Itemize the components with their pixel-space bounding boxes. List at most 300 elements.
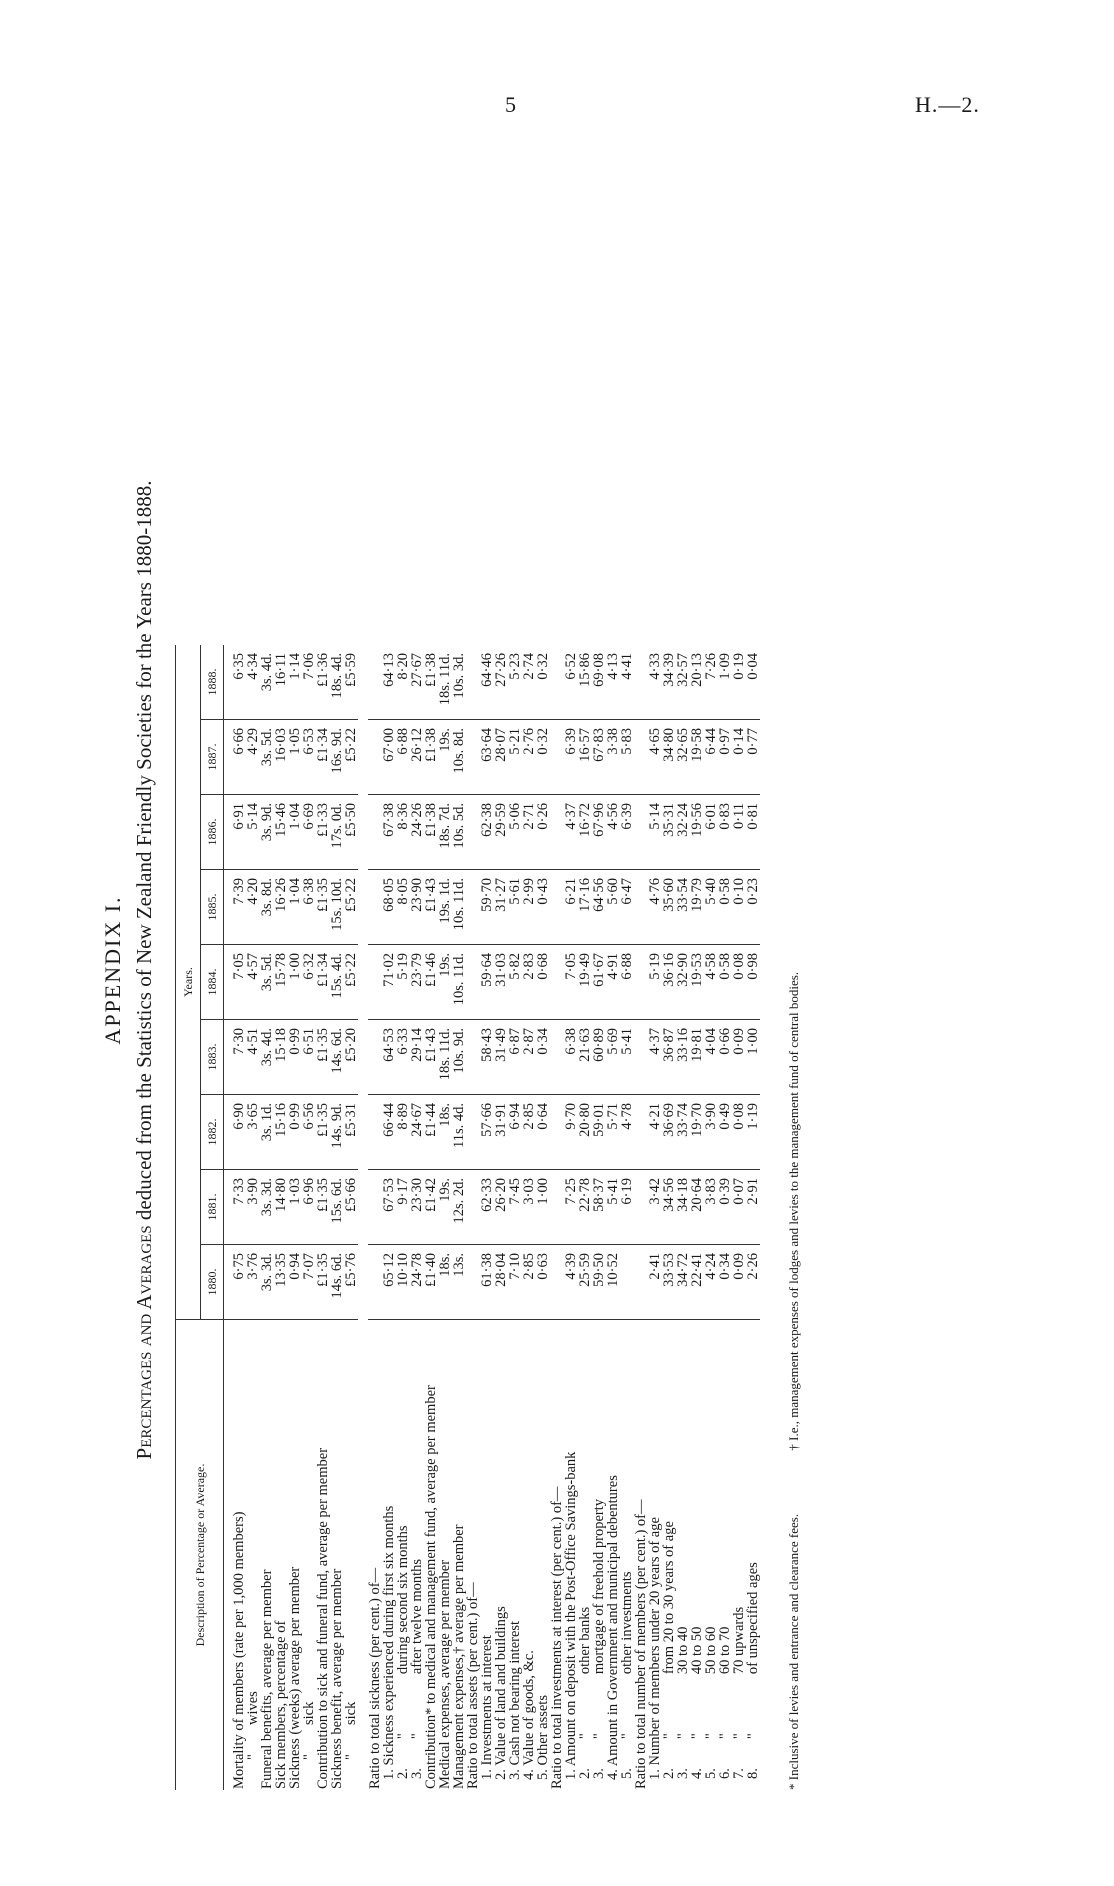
value-cell: 3·42	[648, 1170, 662, 1245]
value-cell: 9·17	[396, 1170, 410, 1245]
row-number: 5.	[703, 1768, 719, 1779]
ditto-mark: "	[745, 1733, 761, 1740]
value-cell	[466, 945, 480, 1020]
row-label: Management expenses,† average per member	[451, 1524, 467, 1789]
value-cell: 31·27	[494, 870, 508, 945]
value-cell: 21·63	[578, 1020, 592, 1095]
value-cell: 5·40	[704, 870, 718, 945]
ditto-mark: "	[245, 1754, 261, 1760]
document-title	[132, 150, 157, 1790]
row-description	[732, 1320, 746, 1791]
value-cell: 10s. 3d.	[451, 653, 467, 699]
page-number: 5	[505, 92, 516, 117]
table-row	[508, 645, 522, 1790]
row-label: after twelve months	[409, 1558, 425, 1675]
value-cell: 17·16	[578, 870, 592, 945]
value-cell: 59·01	[592, 1095, 606, 1170]
value-cell: 0·26	[536, 795, 550, 870]
value-cell: 14s. 6d.	[330, 1020, 344, 1095]
table-row	[536, 645, 550, 1790]
value-cell	[466, 1095, 480, 1170]
table-row	[330, 645, 344, 1790]
value-cell: £5·66	[344, 1170, 358, 1245]
value-cell: £1·36	[315, 653, 331, 687]
value-cell: 6·21	[564, 870, 578, 945]
value-cell: 4·41	[619, 653, 635, 680]
table-row	[224, 645, 247, 1790]
value-cell: 6·88	[620, 945, 634, 1020]
table-row	[382, 645, 396, 1790]
value-cell: 5·82	[508, 945, 522, 1020]
value-cell	[550, 870, 564, 945]
value-cell: 19s.	[438, 945, 452, 1020]
value-cell: 7·33	[224, 1170, 247, 1245]
value-cell	[550, 1170, 564, 1245]
value-cell: 16·72	[578, 795, 592, 870]
value-cell: 4·51	[246, 1020, 260, 1095]
value-cell	[550, 945, 564, 1020]
value-cell: 2·91	[746, 1170, 760, 1245]
value-cell: 17s. 0d.	[330, 795, 344, 870]
table-row	[368, 645, 382, 1790]
value-cell: 34·56	[662, 1170, 676, 1245]
year-header: 1881.	[201, 1170, 224, 1245]
row-label: 1. Number of members under 20 years of age	[647, 1517, 663, 1780]
row-label: 40 to 50	[689, 1626, 705, 1675]
value-cell: 5·19	[396, 945, 410, 1020]
value-cell: £5·59	[343, 653, 359, 687]
table-row	[522, 645, 536, 1790]
table-row	[302, 645, 316, 1790]
value-cell: 4·37	[564, 795, 578, 870]
value-cell: 6·38	[564, 1020, 578, 1095]
row-label: Contribution* to medical and management fund, average per member	[423, 1385, 439, 1789]
value-cell: 57·66	[480, 1095, 494, 1170]
table-row	[260, 645, 274, 1790]
ditto-mark: "	[301, 1754, 317, 1760]
row-label: other banks	[577, 1606, 593, 1675]
value-cell: 0·58	[718, 945, 732, 1020]
value-cell	[550, 795, 564, 870]
row-description	[522, 1320, 536, 1791]
row-description	[260, 1320, 274, 1791]
value-cell: 0·23	[746, 870, 760, 945]
row-label: Ratio to total number of members (per cent.) of—	[633, 1499, 649, 1789]
value-cell: 3s. 4d.	[260, 1020, 274, 1095]
value-cell: 29·59	[494, 795, 508, 870]
row-label: other investments	[619, 1571, 635, 1675]
row-number: 5.	[619, 1768, 635, 1779]
row-description	[592, 1320, 606, 1791]
value-cell: 63·64	[480, 720, 494, 795]
row-label: 1. Investments at interest	[479, 1635, 495, 1780]
value-cell: £1·43	[424, 870, 438, 945]
value-cell: 69·08	[591, 653, 607, 687]
value-cell: 4·29	[246, 720, 260, 795]
value-cell: £1·35	[316, 1245, 330, 1320]
value-cell: 58·43	[480, 1020, 494, 1095]
value-cell: 67·00	[382, 720, 396, 795]
year-header: 1884.	[201, 945, 224, 1020]
value-cell: £1·40	[424, 1245, 438, 1320]
value-cell	[466, 795, 480, 870]
value-cell: £1·38	[424, 795, 438, 870]
row-description	[344, 1320, 358, 1791]
value-cell: £1·43	[424, 1020, 438, 1095]
row-label: 5. Other assets	[535, 1695, 551, 1780]
year-header: 1886.	[201, 795, 224, 870]
value-cell: 67·83	[592, 720, 606, 795]
value-cell: 18s. 7d.	[438, 795, 452, 870]
row-description	[494, 1320, 508, 1791]
row-description	[368, 1320, 382, 1791]
ditto-mark: "	[343, 1754, 359, 1760]
row-label: mortgage of freehold property	[591, 1498, 607, 1675]
value-cell: 5·41	[620, 1020, 634, 1095]
value-cell: £1·42	[424, 1170, 438, 1245]
value-cell: £5·31	[344, 1095, 358, 1170]
value-cell: 59·70	[480, 870, 494, 945]
value-cell: 4·58	[704, 945, 718, 1020]
table-row	[410, 645, 424, 1790]
value-cell: 71·02	[382, 945, 396, 1020]
row-description	[246, 1320, 260, 1791]
value-cell: 22·78	[578, 1170, 592, 1245]
table-row	[676, 645, 690, 1790]
value-cell: 0·68	[536, 945, 550, 1020]
value-cell: 32·65	[676, 720, 690, 795]
value-cell: 33·74	[676, 1095, 690, 1170]
row-number: 3.	[675, 1768, 691, 1779]
value-cell: 10s. 9d.	[452, 1020, 466, 1095]
value-cell: 68·05	[382, 870, 396, 945]
value-cell: 0·19	[731, 653, 747, 680]
value-cell: 35·31	[662, 795, 676, 870]
row-label: 3. Cash not bearing interest	[507, 1620, 523, 1780]
value-cell: 4·56	[606, 795, 620, 870]
row-label: Mortality of members (rate per 1,000 members)	[231, 1511, 247, 1789]
value-cell: 3·90	[704, 1095, 718, 1170]
value-cell: 1·05	[288, 720, 302, 795]
value-cell	[368, 1020, 382, 1095]
value-cell: 29·14	[410, 1020, 424, 1095]
value-cell: 34·39	[661, 653, 677, 687]
value-cell: 64·53	[382, 1020, 396, 1095]
value-cell: 5·61	[508, 870, 522, 945]
value-cell: 34·18	[676, 1170, 690, 1245]
value-cell: 15s. 6d.	[330, 1170, 344, 1245]
row-label: 2. Value of land and buildings	[493, 1606, 509, 1780]
value-cell: £1·35	[316, 1095, 330, 1170]
row-label: 30 to 40	[675, 1626, 691, 1675]
value-cell: 0·32	[535, 653, 551, 680]
row-description	[606, 1320, 620, 1791]
row-number: 8.	[745, 1768, 761, 1779]
value-cell: 19·58	[690, 720, 704, 795]
value-cell: 10s. 5d.	[452, 795, 466, 870]
value-cell: 0·49	[718, 1095, 732, 1170]
value-cell	[368, 795, 382, 870]
value-cell: 24·26	[410, 795, 424, 870]
table-row	[690, 645, 704, 1790]
row-description	[634, 1320, 648, 1791]
row-description	[536, 1320, 550, 1791]
value-cell: 0·99	[288, 1020, 302, 1095]
value-cell: 0·98	[746, 945, 760, 1020]
value-cell: 36·87	[662, 1020, 676, 1095]
value-cell: 23·90	[410, 870, 424, 945]
value-cell: 13·35	[274, 1245, 288, 1320]
value-cell: 5·41	[606, 1170, 620, 1245]
table-row	[550, 645, 564, 1790]
value-cell: 19·81	[690, 1020, 704, 1095]
row-number: 3.	[409, 1768, 425, 1779]
value-cell: 5·21	[508, 720, 522, 795]
value-cell: 10s. 11d.	[452, 945, 466, 1020]
value-cell: 59·64	[480, 945, 494, 1020]
year-header: 1888.	[201, 645, 224, 720]
value-cell: 15·46	[274, 795, 288, 870]
value-cell	[634, 945, 648, 1020]
value-cell: 19s.	[438, 720, 452, 795]
row-label: 60 to 70	[717, 1626, 733, 1675]
row-description	[316, 1320, 330, 1791]
value-cell: 5·14	[648, 795, 662, 870]
value-cell: 7·05	[224, 945, 247, 1020]
value-cell	[466, 645, 480, 720]
value-cell: 0·58	[718, 870, 732, 945]
value-cell	[368, 645, 382, 720]
value-cell: 15·86	[577, 653, 593, 687]
value-cell: 0·04	[745, 653, 761, 680]
row-label: Ratio to total investments at interest (per cent.) of—	[549, 1486, 565, 1789]
value-cell: 1·00	[746, 1020, 760, 1095]
value-cell: 0·32	[536, 720, 550, 795]
row-label: Funeral benefits, average per member	[259, 1569, 275, 1789]
value-cell: 3·03	[522, 1170, 536, 1245]
value-cell: 0·34	[718, 1245, 732, 1320]
value-cell: 20·80	[578, 1095, 592, 1170]
row-description	[550, 1320, 564, 1791]
value-cell: 0·09	[732, 1245, 746, 1320]
value-cell: 6·47	[620, 870, 634, 945]
row-description	[410, 1320, 424, 1791]
value-cell: 18s.	[438, 1095, 452, 1170]
value-cell: 22·41	[690, 1245, 704, 1320]
row-label: during second six months	[395, 1525, 411, 1675]
value-cell: 1·14	[287, 653, 303, 680]
year-header: 1885.	[201, 870, 224, 945]
value-cell	[550, 1020, 564, 1095]
value-cell: 5·23	[507, 653, 523, 680]
value-cell: 67·53	[382, 1170, 396, 1245]
value-cell: 15·16	[274, 1095, 288, 1170]
value-cell: 6·39	[620, 795, 634, 870]
value-cell: 11s. 4d.	[452, 1095, 466, 1170]
value-cell: 64·46	[479, 653, 495, 687]
value-cell: 2·85	[522, 1095, 536, 1170]
row-description	[424, 1320, 438, 1791]
value-cell: 6·38	[302, 870, 316, 945]
value-cell: 7·25	[564, 1170, 578, 1245]
value-cell: 10s. 11d.	[452, 870, 466, 945]
value-cell: £5·50	[344, 795, 358, 870]
value-cell: 3s. 5d.	[260, 945, 274, 1020]
ditto-mark: "	[591, 1733, 607, 1740]
year-header: 1887.	[201, 720, 224, 795]
ditto-mark: "	[661, 1733, 677, 1740]
value-cell: 0·97	[718, 720, 732, 795]
row-label: from 20 to 30 years of age	[661, 1521, 677, 1675]
value-cell: 6·35	[231, 653, 247, 680]
value-cell	[550, 645, 564, 720]
row-description	[508, 1320, 522, 1791]
value-cell: 15·18	[274, 1020, 288, 1095]
value-cell: 27·67	[409, 653, 425, 687]
value-cell: 10·10	[396, 1245, 410, 1320]
value-cell: 62·33	[480, 1170, 494, 1245]
row-description	[746, 1320, 760, 1791]
value-cell: 0·10	[732, 870, 746, 945]
row-label: 70 upwards	[731, 1606, 747, 1675]
value-cell: 16s. 9d.	[330, 720, 344, 795]
value-cell: 0·07	[732, 1170, 746, 1245]
value-cell	[466, 1245, 480, 1320]
value-cell: 0·34	[536, 1020, 550, 1095]
table-row	[246, 645, 260, 1790]
table-row	[494, 645, 508, 1790]
value-cell: 1·00	[288, 945, 302, 1020]
title-rest: deduced from the Statistics of New Zealand Friendly Societies for the Years 1880-1888.	[132, 480, 156, 1221]
value-cell: 7·30	[224, 1020, 247, 1095]
value-cell: 2·85	[522, 1245, 536, 1320]
ditto-mark: "	[703, 1733, 719, 1740]
table-row	[718, 645, 732, 1790]
value-cell: 0·64	[536, 1095, 550, 1170]
ditto-mark: "	[675, 1733, 691, 1740]
value-cell: 26·20	[494, 1170, 508, 1245]
row-description	[302, 1320, 316, 1791]
value-cell	[466, 870, 480, 945]
value-cell: 5·69	[606, 1020, 620, 1095]
value-cell: £5·20	[344, 1020, 358, 1095]
value-cell: 8·89	[396, 1095, 410, 1170]
title-small-caps: Percentages and Averages	[132, 1225, 156, 1460]
value-cell: 5·83	[620, 720, 634, 795]
value-cell: 14s. 9d.	[330, 1095, 344, 1170]
table-row	[746, 645, 760, 1790]
value-cell: 19·70	[690, 1095, 704, 1170]
value-cell: 7·06	[301, 653, 317, 680]
value-cell	[466, 720, 480, 795]
value-cell: 0·63	[536, 1245, 550, 1320]
value-cell: 66·44	[382, 1095, 396, 1170]
value-cell	[634, 1170, 648, 1245]
year-header: 1880.	[201, 1245, 224, 1320]
value-cell	[634, 1095, 648, 1170]
footnote-2: † I.e., management expenses of lodges and levies to the management fund of central bodies.	[786, 971, 801, 1451]
value-cell: 1·00	[536, 1170, 550, 1245]
value-cell: 6·52	[563, 653, 579, 680]
table-row	[648, 645, 662, 1790]
value-cell: 0·99	[288, 1095, 302, 1170]
row-description	[382, 1320, 396, 1791]
value-cell: 36·16	[662, 945, 676, 1020]
value-cell: 5·06	[508, 795, 522, 870]
value-cell: £5·22	[344, 870, 358, 945]
value-cell: 0·94	[288, 1245, 302, 1320]
value-cell: 65·12	[382, 1245, 396, 1320]
table-row	[480, 645, 494, 1790]
value-cell: 15·78	[274, 945, 288, 1020]
footnote-1: * Inclusive of levies and entrance and clearance fees.	[786, 1513, 801, 1790]
value-cell: 1·04	[288, 795, 302, 870]
value-cell: 2·76	[522, 720, 536, 795]
table-row	[662, 645, 676, 1790]
value-cell: 4·24	[704, 1245, 718, 1320]
value-cell: 19s.	[438, 1170, 452, 1245]
row-description	[330, 1320, 344, 1791]
value-cell: 18s. 4d.	[329, 653, 345, 699]
value-cell: 8·20	[395, 653, 411, 680]
value-cell: 2·41	[648, 1245, 662, 1320]
value-cell: 26·12	[410, 720, 424, 795]
value-cell: 6·33	[396, 1020, 410, 1095]
value-cell: 4·34	[245, 653, 261, 680]
value-cell: 18s. 11d.	[438, 1020, 452, 1095]
value-cell	[634, 795, 648, 870]
value-cell: 5·71	[606, 1095, 620, 1170]
row-description	[438, 1320, 452, 1791]
row-label: sick	[343, 1701, 359, 1725]
page-reference: H.—2.	[915, 92, 980, 117]
value-cell: 0·81	[746, 795, 760, 870]
appendix-heading: APPENDIX I.	[100, 895, 125, 1045]
value-cell: 19s. 1d.	[438, 870, 452, 945]
value-cell	[368, 1095, 382, 1170]
row-number: 2.	[577, 1768, 593, 1779]
value-cell: £5·22	[344, 945, 358, 1020]
value-cell	[368, 1245, 382, 1320]
value-cell	[634, 1245, 648, 1320]
value-cell: 6·87	[508, 1020, 522, 1095]
value-cell: 4·76	[648, 870, 662, 945]
table-row	[452, 645, 466, 1790]
table-row	[620, 645, 634, 1790]
value-cell: 6·96	[302, 1170, 316, 1245]
value-cell: 34·80	[662, 720, 676, 795]
table-row	[704, 645, 718, 1790]
row-label: Sick members, percentage of	[273, 1620, 289, 1789]
row-description	[564, 1320, 578, 1791]
value-cell: 18s.	[438, 1245, 452, 1320]
value-cell: 64·56	[592, 870, 606, 945]
ditto-mark: "	[731, 1733, 747, 1740]
row-label: Sickness (weeks) average per member	[287, 1566, 303, 1789]
year-header: 1883.	[201, 1020, 224, 1095]
value-cell: £5·22	[344, 720, 358, 795]
value-cell: 3·76	[246, 1245, 260, 1320]
value-cell: 0·09	[732, 1020, 746, 1095]
value-cell: £1·35	[316, 1020, 330, 1095]
value-cell: 1·04	[288, 870, 302, 945]
value-cell: 14·80	[274, 1170, 288, 1245]
row-description	[466, 1320, 480, 1791]
table-row	[274, 645, 288, 1790]
value-cell: 2·74	[521, 653, 537, 680]
row-description	[578, 1320, 592, 1791]
value-cell: 32·24	[676, 795, 690, 870]
